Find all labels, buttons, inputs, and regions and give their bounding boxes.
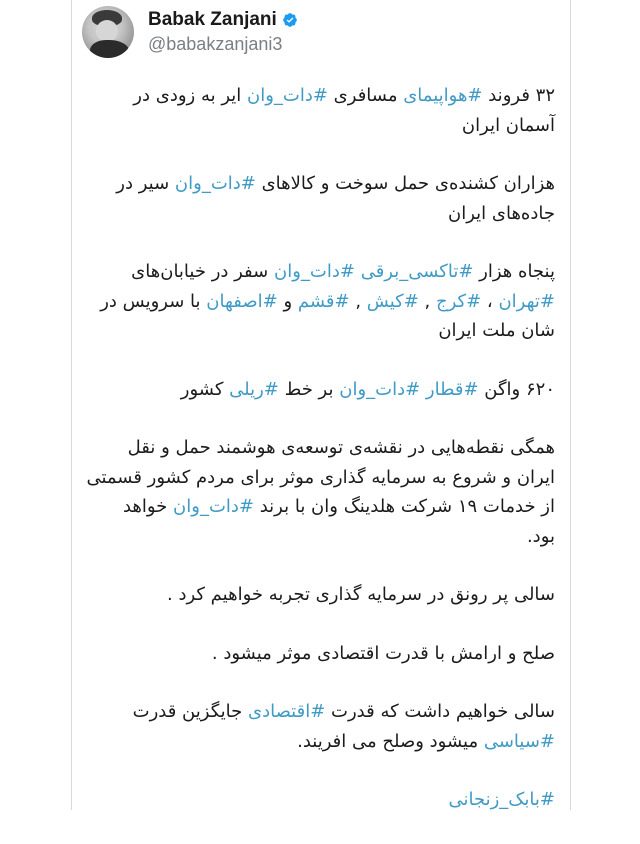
hashtag-link[interactable]: #هواپیمای: [403, 85, 483, 106]
tweet-text-segment: ,: [349, 290, 367, 312]
tweet-text-segment: سفر در خیابان‌های: [131, 261, 274, 282]
hashtag-link[interactable]: #ریلی: [229, 378, 279, 400]
hashtag-link[interactable]: #دات_وان: [339, 378, 421, 400]
tweet-text-segment: همگی نقطه‌هایی در نقشه‌ی توسعه‌ی هوشمند حمل و نقل: [127, 437, 555, 458]
tweet-header: [82, 4, 298, 60]
tweet-text-segment: و: [277, 290, 298, 312]
tweet-text-segment: صلح و ارامش با قدرت اقتصادی موثر میشود .: [211, 642, 555, 664]
tweet-text-segment: سالی خواهیم داشت که قدرت: [325, 701, 555, 722]
hashtag-link[interactable]: #اصفهان: [206, 290, 278, 312]
tweet-text-segment: خواهد: [122, 496, 174, 517]
tweet-text-segment: بر خط: [278, 378, 340, 400]
hashtag-link[interactable]: #اقتصادی: [247, 701, 326, 722]
tweet-text-segment: جاده‌های ایران: [447, 202, 555, 224]
hashtag-link[interactable]: #دات_وان: [273, 261, 355, 282]
hashtag-link[interactable]: #تهران: [498, 290, 555, 312]
tweet-paragraph: [85, 433, 555, 551]
tweet-line: [85, 697, 555, 727]
tweet-line: [85, 492, 555, 522]
hashtag-link[interactable]: #دات_وان: [246, 85, 328, 106]
tweet-text-segment: بود.: [526, 525, 555, 547]
tweet-text-segment: سالی پر رونق در سرمایه گذاری تجربه خواهیم کرد .: [167, 584, 555, 605]
tweet-line: [85, 580, 555, 610]
tweet-line: [85, 316, 555, 346]
tweet-line: [85, 257, 555, 287]
hashtag-link[interactable]: #قطار: [425, 378, 479, 400]
tweet-paragraph: [85, 639, 555, 669]
tweet-text-segment: ۳۲ فروند: [482, 85, 555, 106]
hashtag-link[interactable]: #تاکسی_برقی: [360, 261, 474, 282]
tweet-paragraph: [85, 697, 555, 756]
tweet-text-segment: ایران و شروع به سرمایه گذاری موثر برای مردم کشور قسمتی: [86, 466, 555, 488]
tweet-text-segment: آسمان ایران: [461, 114, 555, 136]
tweet-text-segment: سیر در: [116, 173, 175, 194]
tweet-paragraph: [85, 169, 555, 228]
author-info: [148, 9, 298, 56]
hashtag-link[interactable]: #بابک_زنجانی: [448, 789, 555, 810]
tweet-line: [85, 199, 555, 229]
avatar[interactable]: [82, 6, 134, 58]
tweet-line: [85, 81, 555, 111]
verified-badge-icon: [282, 12, 298, 28]
tweet-paragraph: [85, 580, 555, 610]
tweet-text-segment: هزاران کشنده‌ی حمل سوخت و کالاهای: [255, 173, 555, 194]
tweet-line: [85, 727, 555, 757]
tweet-paragraph: [85, 257, 555, 346]
hashtag-link[interactable]: #سیاسی: [483, 730, 555, 752]
tweet-text-segment: پنجاه هزار: [473, 261, 555, 282]
author-handle[interactable]: @babakzanjani3: [148, 33, 283, 54]
tweet-line: [85, 522, 555, 552]
tweet-text-segment: از خدمات ۱۹ شرکت هلدینگ وان با برند: [254, 496, 555, 517]
tweet-line: [85, 287, 555, 317]
name-row: [148, 9, 298, 31]
hashtag-link[interactable]: #دات_وان: [174, 173, 256, 194]
tweet-line: [85, 463, 555, 493]
hashtag-link[interactable]: #کیش: [366, 290, 419, 312]
tweet-line: [85, 639, 555, 669]
tweet-text-segment: شان ملت ایران: [438, 320, 555, 341]
tweet-line: [85, 111, 555, 141]
hashtag-link[interactable]: #کرج: [435, 290, 482, 312]
tweet-text-segment: مسافری: [327, 85, 404, 106]
tweet-text-segment: جایگزین قدرت: [132, 701, 248, 722]
tweet-text-segment: ،: [481, 290, 499, 312]
tweet-line: [85, 433, 555, 463]
tweet-text-segment: ,: [418, 290, 436, 312]
tweet-text-segment: ۶۲۰ واگن: [478, 378, 555, 400]
hashtag-link[interactable]: #دات_وان: [173, 496, 254, 517]
display-name[interactable]: Babak Zanjani: [148, 8, 277, 30]
tweet-paragraph: [85, 375, 555, 405]
hashtag-link[interactable]: #قشم: [297, 290, 350, 312]
avatar-body-shape: [90, 40, 130, 58]
tweet-text-segment: میشود وصلح می افریند.: [297, 730, 484, 752]
tweet-paragraph: [85, 81, 555, 140]
tweet-line: [85, 169, 555, 199]
avatar-face-shape: [96, 20, 118, 42]
tweet-text: [85, 81, 555, 844]
tweet-card: [71, 0, 571, 810]
tweet-text-segment: کشور: [180, 378, 230, 400]
tweet-text-segment: با سرویس در: [100, 290, 207, 312]
tweet-text-segment: ایر به زودی در: [133, 85, 247, 106]
tweet-line: [85, 375, 555, 405]
